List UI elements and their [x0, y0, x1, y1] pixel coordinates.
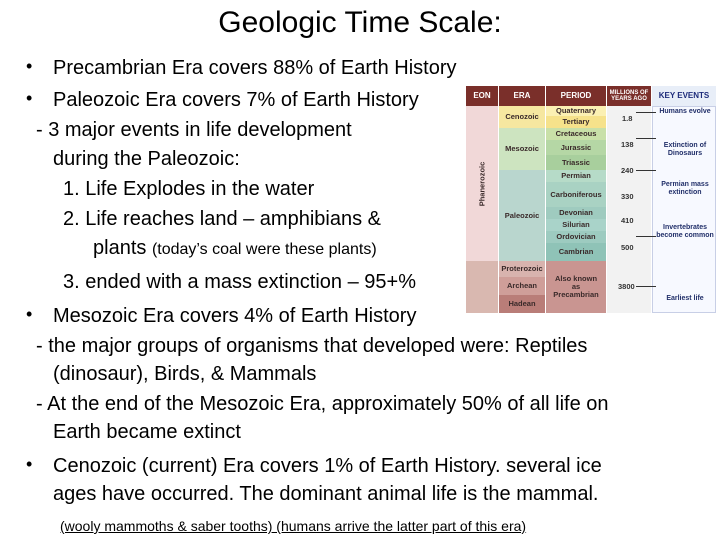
period-triassic: Triassic: [546, 155, 606, 170]
line-event-2: 2. Life reaches land – amphibians &: [63, 208, 381, 230]
arrow-earliest: [636, 286, 656, 287]
header-period: PERIOD: [546, 86, 606, 106]
mya-1-8: 1.8: [622, 114, 633, 123]
era-archean: Archean: [499, 277, 545, 295]
period-tertiary: Tertiary: [546, 116, 606, 128]
bullet-2: •: [26, 88, 33, 108]
mya-3800: 3800: [618, 282, 635, 291]
mya-500: 500: [621, 243, 634, 252]
arrow-permian: [636, 170, 656, 171]
line-dinosaur: (dinosaur), Birds, & Mammals: [53, 363, 317, 385]
mya-240: 240: [621, 166, 634, 175]
era-paleozoic: Paleozoic: [499, 170, 545, 261]
line-plants: [93, 236, 377, 262]
era-cenozoic: Cenozoic: [499, 106, 545, 128]
period-carboniferous: Carboniferous: [546, 182, 606, 207]
bullet-4: •: [26, 454, 33, 474]
mya-138: 138: [621, 140, 634, 149]
period-silurian: Silurian: [546, 219, 606, 231]
line-mammoths: (wooly mammoths & saber tooths) (humans arrive the latter part of this era): [60, 518, 527, 534]
page-title: Geologic Time Scale:: [218, 6, 502, 39]
period-precambrian: Also known as Precambrian: [546, 261, 606, 313]
mya-410: 410: [621, 216, 634, 225]
header-mya: MILLIONS OF YEARS AGO: [607, 86, 651, 106]
line-groups: - the major groups of organisms that developed were: Reptiles: [36, 335, 588, 357]
period-jurassic: Jurassic: [546, 140, 606, 155]
line-event-1: 1. Life Explodes in the water: [63, 178, 315, 200]
line-major-events: - 3 major events in life development: [36, 119, 352, 141]
period-devonian: Devonian: [546, 207, 606, 219]
line-precambrian: Precambrian Era covers 88% of Earth History: [53, 57, 457, 79]
mya-330: 330: [621, 192, 634, 201]
line-mesozoic: Mesozoic Era covers 4% of Earth History: [53, 305, 417, 327]
events-column: [652, 106, 716, 313]
plants-text: plants: [93, 237, 152, 259]
coal-note: (today’s coal were these plants): [151, 241, 377, 258]
period-quaternary: Quaternary: [546, 106, 606, 116]
event-invertebrates: Invertebrates become common: [656, 224, 714, 239]
event-dinosaurs: Extinction of Dinosaurs: [663, 142, 707, 157]
arrow-humans: [636, 112, 656, 113]
period-ordovician: Ordovician: [546, 231, 606, 243]
eon-phanerozoic: Phanerozoic: [466, 106, 498, 261]
eon-precambrian-block: [466, 261, 498, 313]
header-key-events: KEY EVENTS: [652, 86, 716, 106]
line-end-mesozoic: - At the end of the Mesozoic Era, approximately 50% of all life on: [36, 393, 609, 415]
header-era: ERA: [499, 86, 545, 106]
arrow-invertebrates: [636, 236, 656, 237]
line-paleozoic: Paleozoic Era covers 7% of Earth History: [53, 89, 419, 111]
line-ice-ages: ages have occurred. The dominant animal life is the mammal.: [53, 483, 599, 505]
era-proterozoic: Proterozoic: [499, 261, 545, 277]
header-eon: EON: [466, 86, 498, 106]
era-hadean: Hadean: [499, 295, 545, 313]
line-event-3: 3. ended with a mass extinction – 95+%: [63, 271, 416, 293]
era-mesozoic: Mesozoic: [499, 128, 545, 170]
event-humans: Humans evolve: [659, 108, 711, 115]
line-extinct: Earth became extinct: [53, 421, 241, 443]
bullet-3: •: [26, 304, 33, 324]
event-earliest-life: Earliest life: [666, 295, 704, 302]
period-cambrian: Cambrian: [546, 243, 606, 261]
event-permian: Permian mass extinction: [661, 181, 709, 196]
period-cretaceous: Cretaceous: [546, 128, 606, 140]
bullet-1: •: [26, 56, 33, 76]
arrow-dinosaurs: [636, 138, 656, 139]
period-permian: Permian: [546, 170, 606, 182]
geologic-time-figure: [466, 86, 716, 314]
line-during: during the Paleozoic:: [53, 148, 240, 170]
line-cenozoic: Cenozoic (current) Era covers 1% of Earth History. several ice: [53, 455, 602, 477]
